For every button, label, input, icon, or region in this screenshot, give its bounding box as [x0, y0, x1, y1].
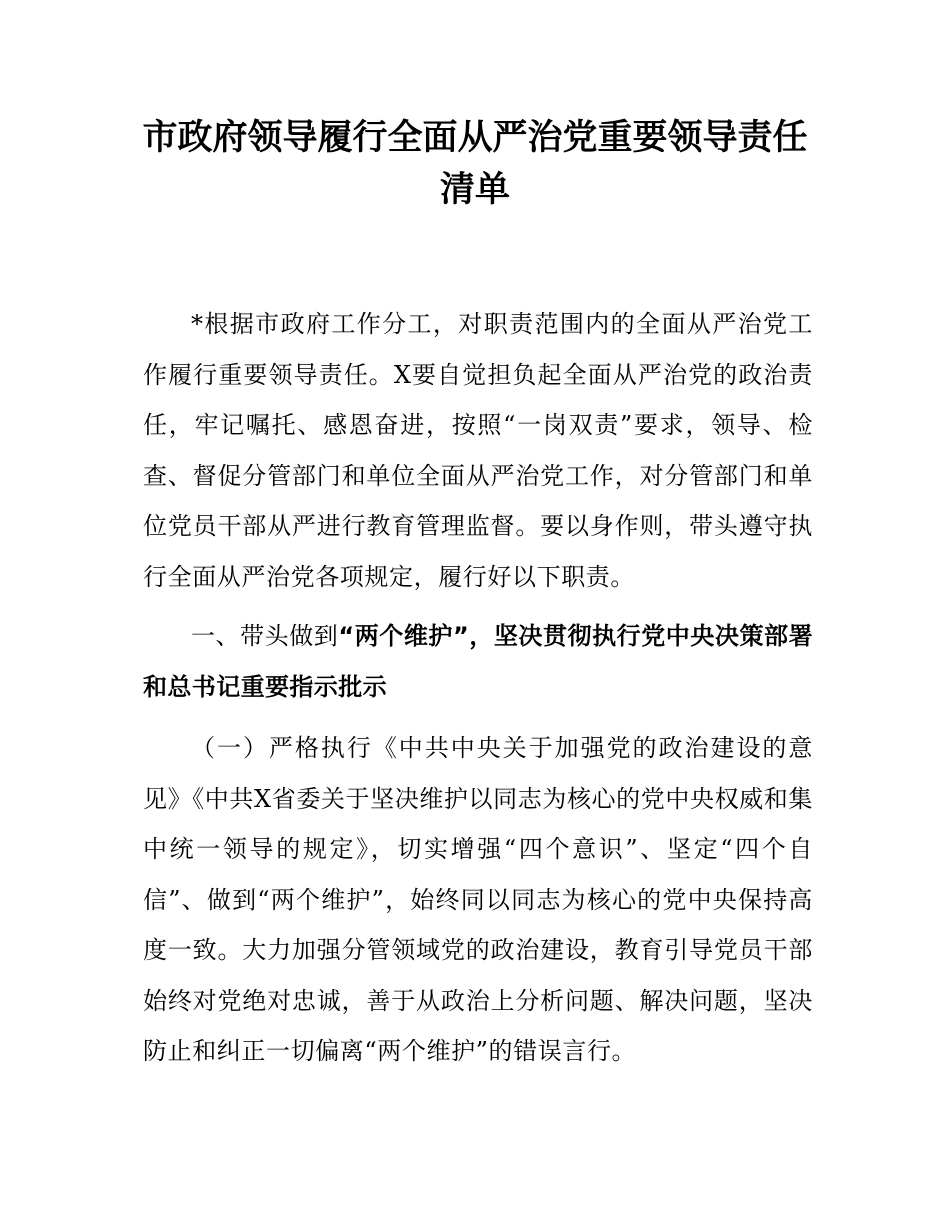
- document-title: [120, 112, 830, 216]
- document-title-line-2: 清单: [439, 169, 510, 210]
- intro-paragraph: *根据市政府工作分工，对职责范围内的全面从严治党工作履行重要领导责任。X要自觉担负起全面从严治党的政治责任，牢记嘱托、感恩奋进，按照“一岗双责”要求，领导、检查、督促分管部门和单位全面从严治党工作，对分管部门和单位党员干部从严进行教育管理监督。要以身作则，带头遵守执行全面从严治党各项规定，履行好以下职责。: [143, 310, 813, 591]
- section-one-heading-text: “两个维护”，坚决贯彻执行党中央决策部署和总书记重要指示批示: [143, 622, 813, 701]
- document-title-line-1: 市政府领导履行全面从严治党重要领导责任: [142, 117, 808, 158]
- section-one-prefix: 一、带头做到: [191, 622, 339, 650]
- section-one-heading: [143, 611, 813, 712]
- subsection-one-paragraph: （一）严格执行《中共中央关于加强党的政治建设的意见》《中共X省委关于坚决维护以同志为核心的党中央权威和集中统一领导的规定》，切实增强“四个意识”、坚定“四个自信”、做到“两个维护”，始终同以同志为核心的党中央保持高度一致。大力加强分管领域党的政治建设，教育引导党员干部始终对党绝对忠诚，善于从政治上分析问题、解决问题，坚决防止和纠正一切偏离“两个维护”的错误言行。: [143, 734, 813, 1065]
